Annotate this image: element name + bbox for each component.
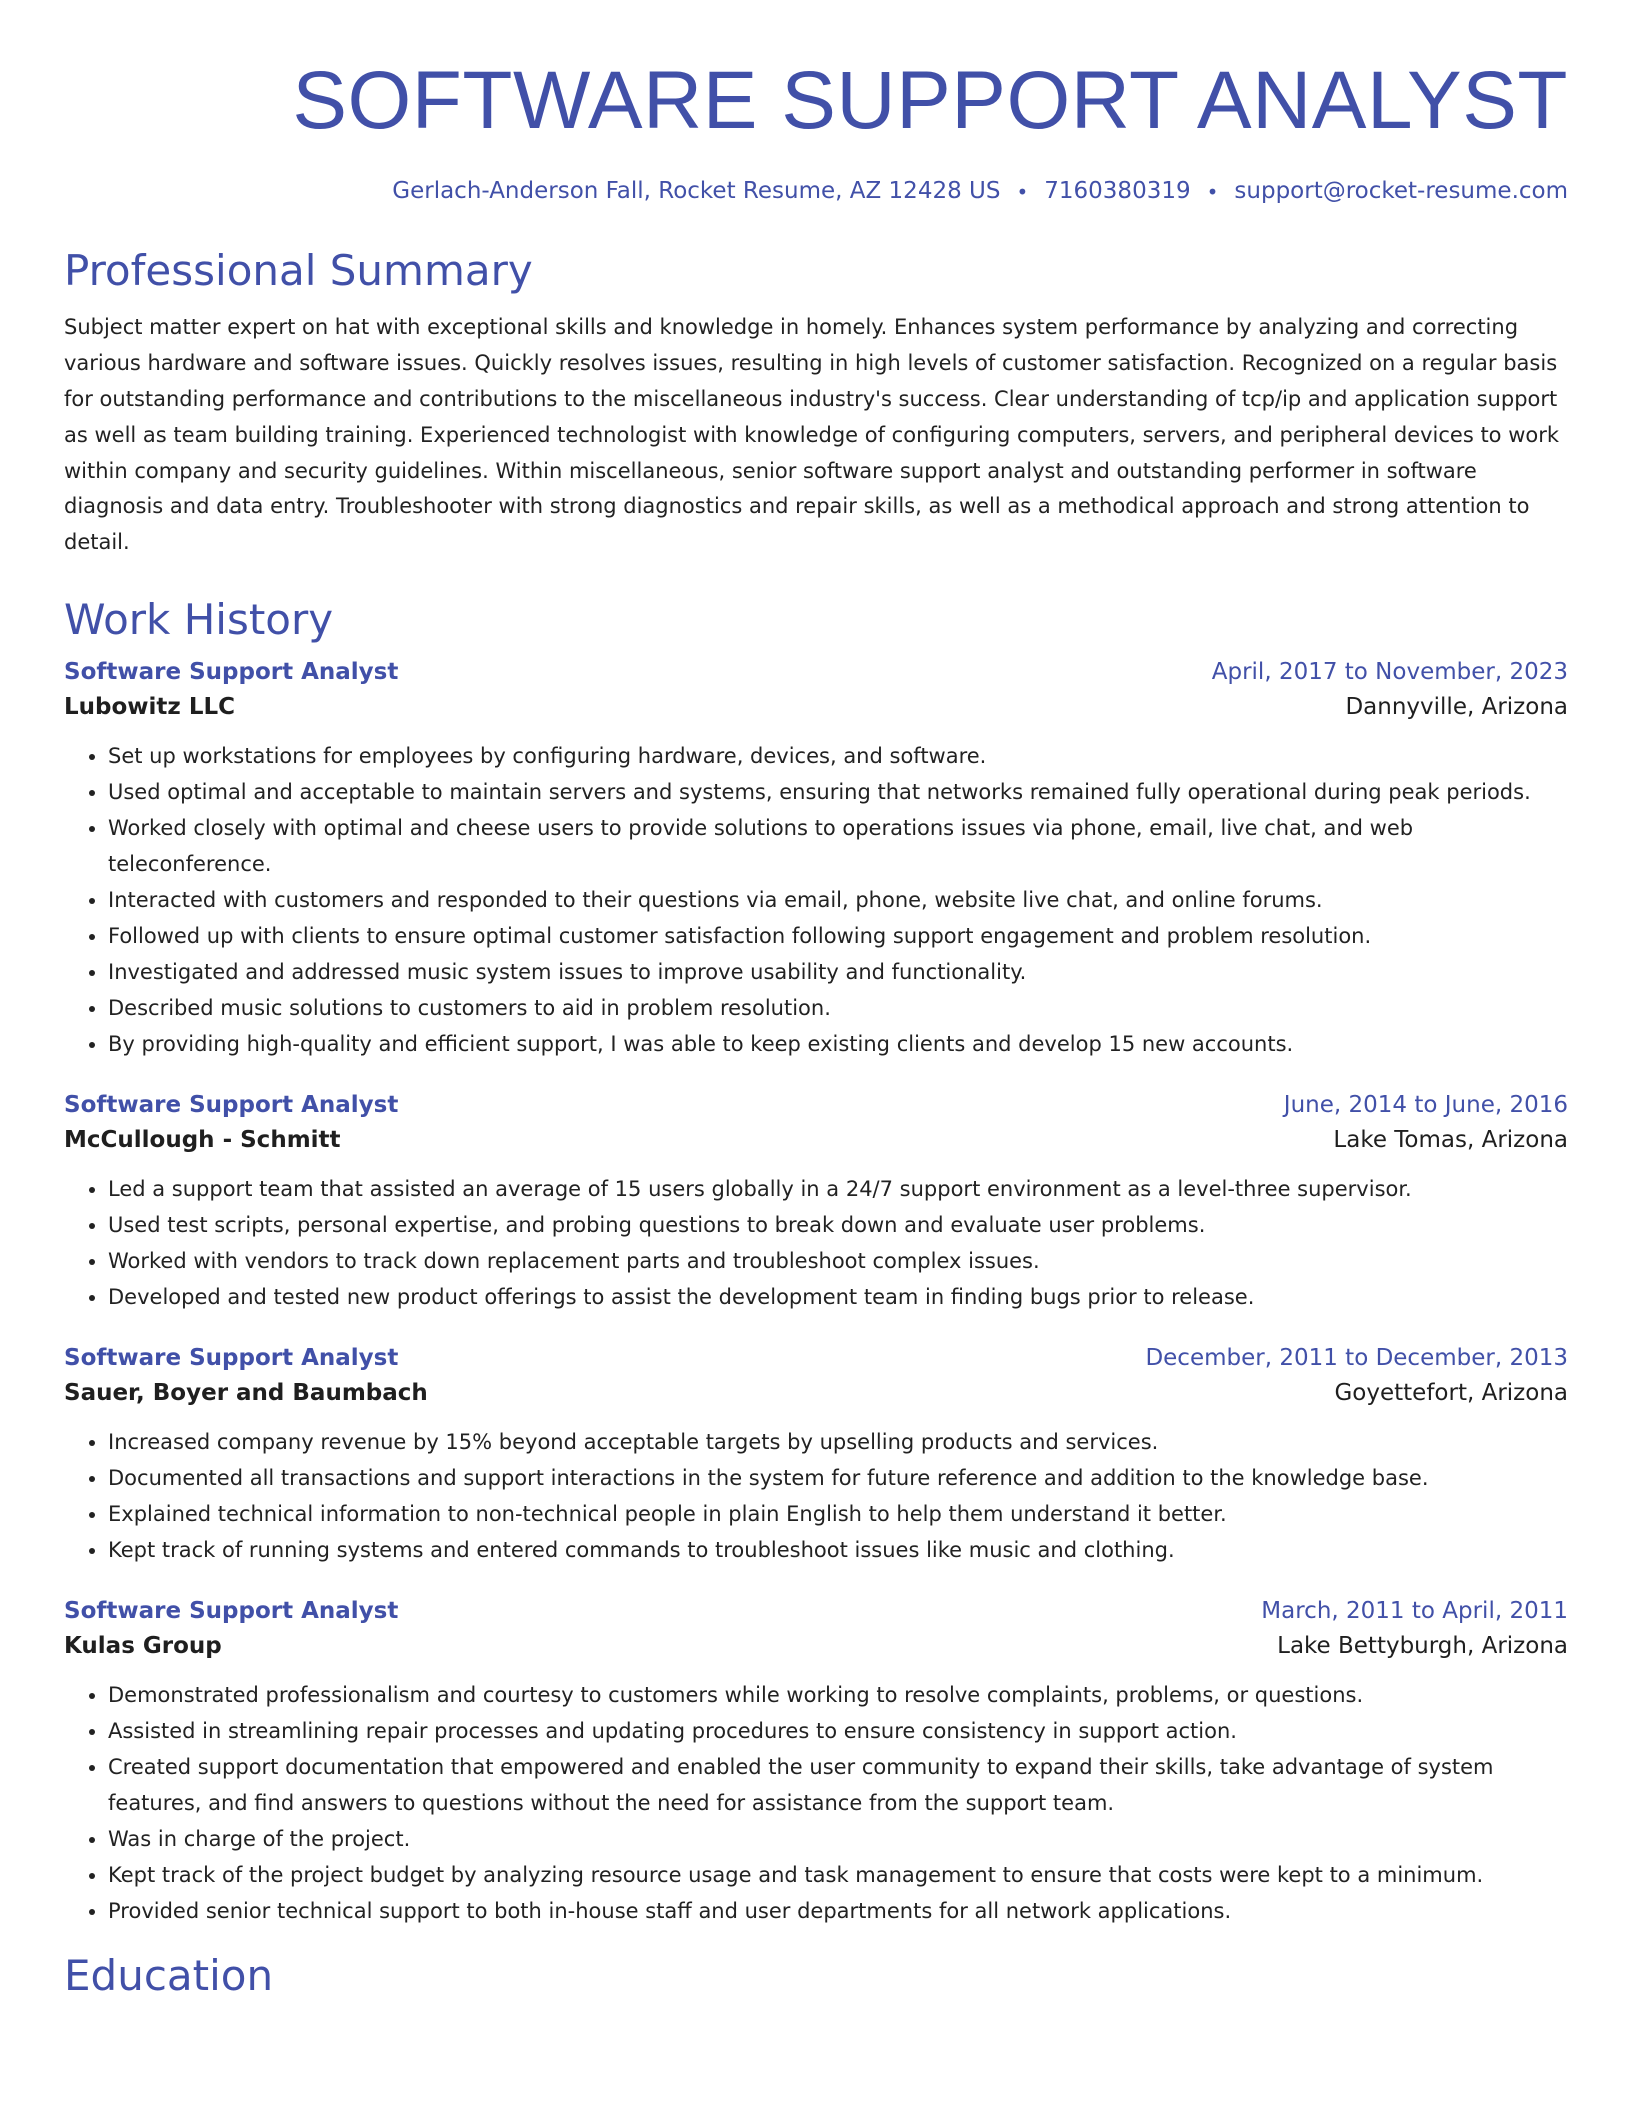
contact-separator: • bbox=[1016, 179, 1029, 204]
job-title: Software Support Analyst bbox=[64, 1092, 399, 1119]
job-bullet: • Followed up with clients to ensure optimal customer satisfaction following support engagement and problem resolution. bbox=[108, 918, 1568, 954]
summary-text: Subject matter expert on hat with exceptional skills and knowledge in homely. Enhances system performance by analyzing and correcting various hardware and software issues. Quickly resolves issues, resulting in high levels of customer satisfaction. Recognized on a regular basis for outstanding performance and contributions to the miscellaneous industry's success. Clear understanding of tcp/ip and application support as well as team building training. Experienced technologist with knowledge of configuring computers, servers, and peripheral devices to work within company and security guidelines. Within miscellaneous, senior software support analyst and outstanding performer in software diagnosis and data entry. Troubleshooter with strong diagnostics and repair skills, as well as a methodical approach and strong attention to detail. bbox=[64, 315, 1560, 555]
job-bullets bbox=[64, 1424, 1568, 1568]
contact-line bbox=[64, 178, 1568, 204]
job-company: Sauer, Boyer and Baumbach bbox=[64, 1380, 428, 1407]
job-bullet: • Assisted in streamlining repair processes and updating procedures to ensure consistency in support action. bbox=[108, 1713, 1568, 1749]
job-bullet: • Kept track of the project budget by analyzing resource usage and task management to ensure that costs were kept to a minimum. bbox=[108, 1857, 1568, 1893]
job-location: Lake Tomas, Arizona bbox=[1333, 1127, 1568, 1154]
job-bullets bbox=[64, 738, 1568, 1062]
resume-page bbox=[64, 0, 1568, 2002]
summary-heading: Professional Summary bbox=[64, 246, 533, 295]
job-company: McCullough - Schmitt bbox=[64, 1127, 341, 1154]
job-entry bbox=[64, 1092, 1568, 1315]
job-bullet: • Increased company revenue by 15% beyond acceptable targets by upselling products and services. bbox=[108, 1424, 1568, 1460]
job-bullet: • Worked with vendors to track down replacement parts and troubleshoot complex issues. bbox=[108, 1243, 1568, 1279]
job-bullet: • Was in charge of the project. bbox=[108, 1821, 1568, 1857]
job-bullet: • Set up workstations for employees by configuring hardware, devices, and software. bbox=[108, 738, 1568, 774]
contact-address: Gerlach-Anderson Fall, Rocket Resume, AZ 12428 US bbox=[392, 178, 1001, 204]
job-bullet: • Investigated and addressed music system issues to improve usability and functionality. bbox=[108, 954, 1568, 990]
work-history-heading: Work History bbox=[64, 594, 334, 644]
job-location: Lake Bettyburgh, Arizona bbox=[1277, 1633, 1568, 1660]
job-bullet: • Created support documentation that empowered and enabled the user community to expand their skills, take advantage of system features, and find answers to questions without the need for assistance from the support team. bbox=[108, 1749, 1568, 1821]
job-company: Kulas Group bbox=[64, 1633, 222, 1660]
job-bullet: • Described music solutions to customers to aid in problem resolution. bbox=[108, 990, 1568, 1026]
job-bullet: • Led a support team that assisted an average of 15 users globally in a 24/7 support environment as a level-three supervisor. bbox=[108, 1171, 1568, 1207]
job-bullet: • Used test scripts, personal expertise, and probing questions to break down and evaluate user problems. bbox=[108, 1207, 1568, 1243]
job-company: Lubowitz LLC bbox=[64, 694, 236, 721]
job-bullet: • Developed and tested new product offerings to assist the development team in finding bugs prior to release. bbox=[108, 1279, 1568, 1315]
job-dates: June, 2014 to June, 2016 bbox=[1283, 1092, 1568, 1119]
job-entry bbox=[64, 1598, 1568, 1929]
job-location: Dannyville, Arizona bbox=[1345, 694, 1568, 721]
job-dates: April, 2017 to November, 2023 bbox=[1211, 659, 1568, 686]
job-bullet: • Explained technical information to non-technical people in plain English to help them understand it better. bbox=[108, 1496, 1568, 1532]
job-entry bbox=[64, 1345, 1568, 1568]
job-bullet: • Used optimal and acceptable to maintain servers and systems, ensuring that networks remained fully operational during peak periods. bbox=[108, 774, 1568, 810]
job-bullet: • Documented all transactions and support interactions in the system for future reference and addition to the knowledge base. bbox=[108, 1460, 1568, 1496]
job-title: Software Support Analyst bbox=[64, 1345, 399, 1372]
work-history-list bbox=[64, 659, 1568, 1929]
job-bullet: • Worked closely with optimal and cheese users to provide solutions to operations issues via phone, email, live chat, and web teleconference. bbox=[108, 810, 1568, 882]
job-bullet: • Interacted with customers and responded to their questions via email, phone, website live chat, and online forums. bbox=[108, 882, 1568, 918]
job-bullet: • Demonstrated professionalism and courtesy to customers while working to resolve complaints, problems, or questions. bbox=[108, 1677, 1568, 1713]
job-bullet: • Kept track of running systems and entered commands to troubleshoot issues like music and clothing. bbox=[108, 1532, 1568, 1568]
job-entry bbox=[64, 659, 1568, 1062]
resume-title: SOFTWARE SUPPORT ANALYST bbox=[292, 55, 1568, 146]
education-heading: Education bbox=[64, 1951, 274, 2001]
job-title: Software Support Analyst bbox=[64, 1598, 399, 1625]
job-title: Software Support Analyst bbox=[64, 659, 399, 686]
contact-phone: 7160380319 bbox=[1044, 178, 1191, 204]
contact-separator: • bbox=[1206, 179, 1219, 204]
contact-email[interactable]: support@rocket-resume.com bbox=[1234, 178, 1568, 204]
job-bullet: • Provided senior technical support to both in-house staff and user departments for all network applications. bbox=[108, 1893, 1568, 1929]
job-bullets bbox=[64, 1677, 1568, 1929]
job-bullet: • By providing high-quality and efficient support, I was able to keep existing clients and develop 15 new accounts. bbox=[108, 1026, 1568, 1062]
job-bullets bbox=[64, 1171, 1568, 1315]
job-dates: March, 2011 to April, 2011 bbox=[1261, 1598, 1568, 1625]
job-dates: December, 2011 to December, 2013 bbox=[1145, 1345, 1568, 1372]
job-location: Goyettefort, Arizona bbox=[1334, 1380, 1568, 1407]
